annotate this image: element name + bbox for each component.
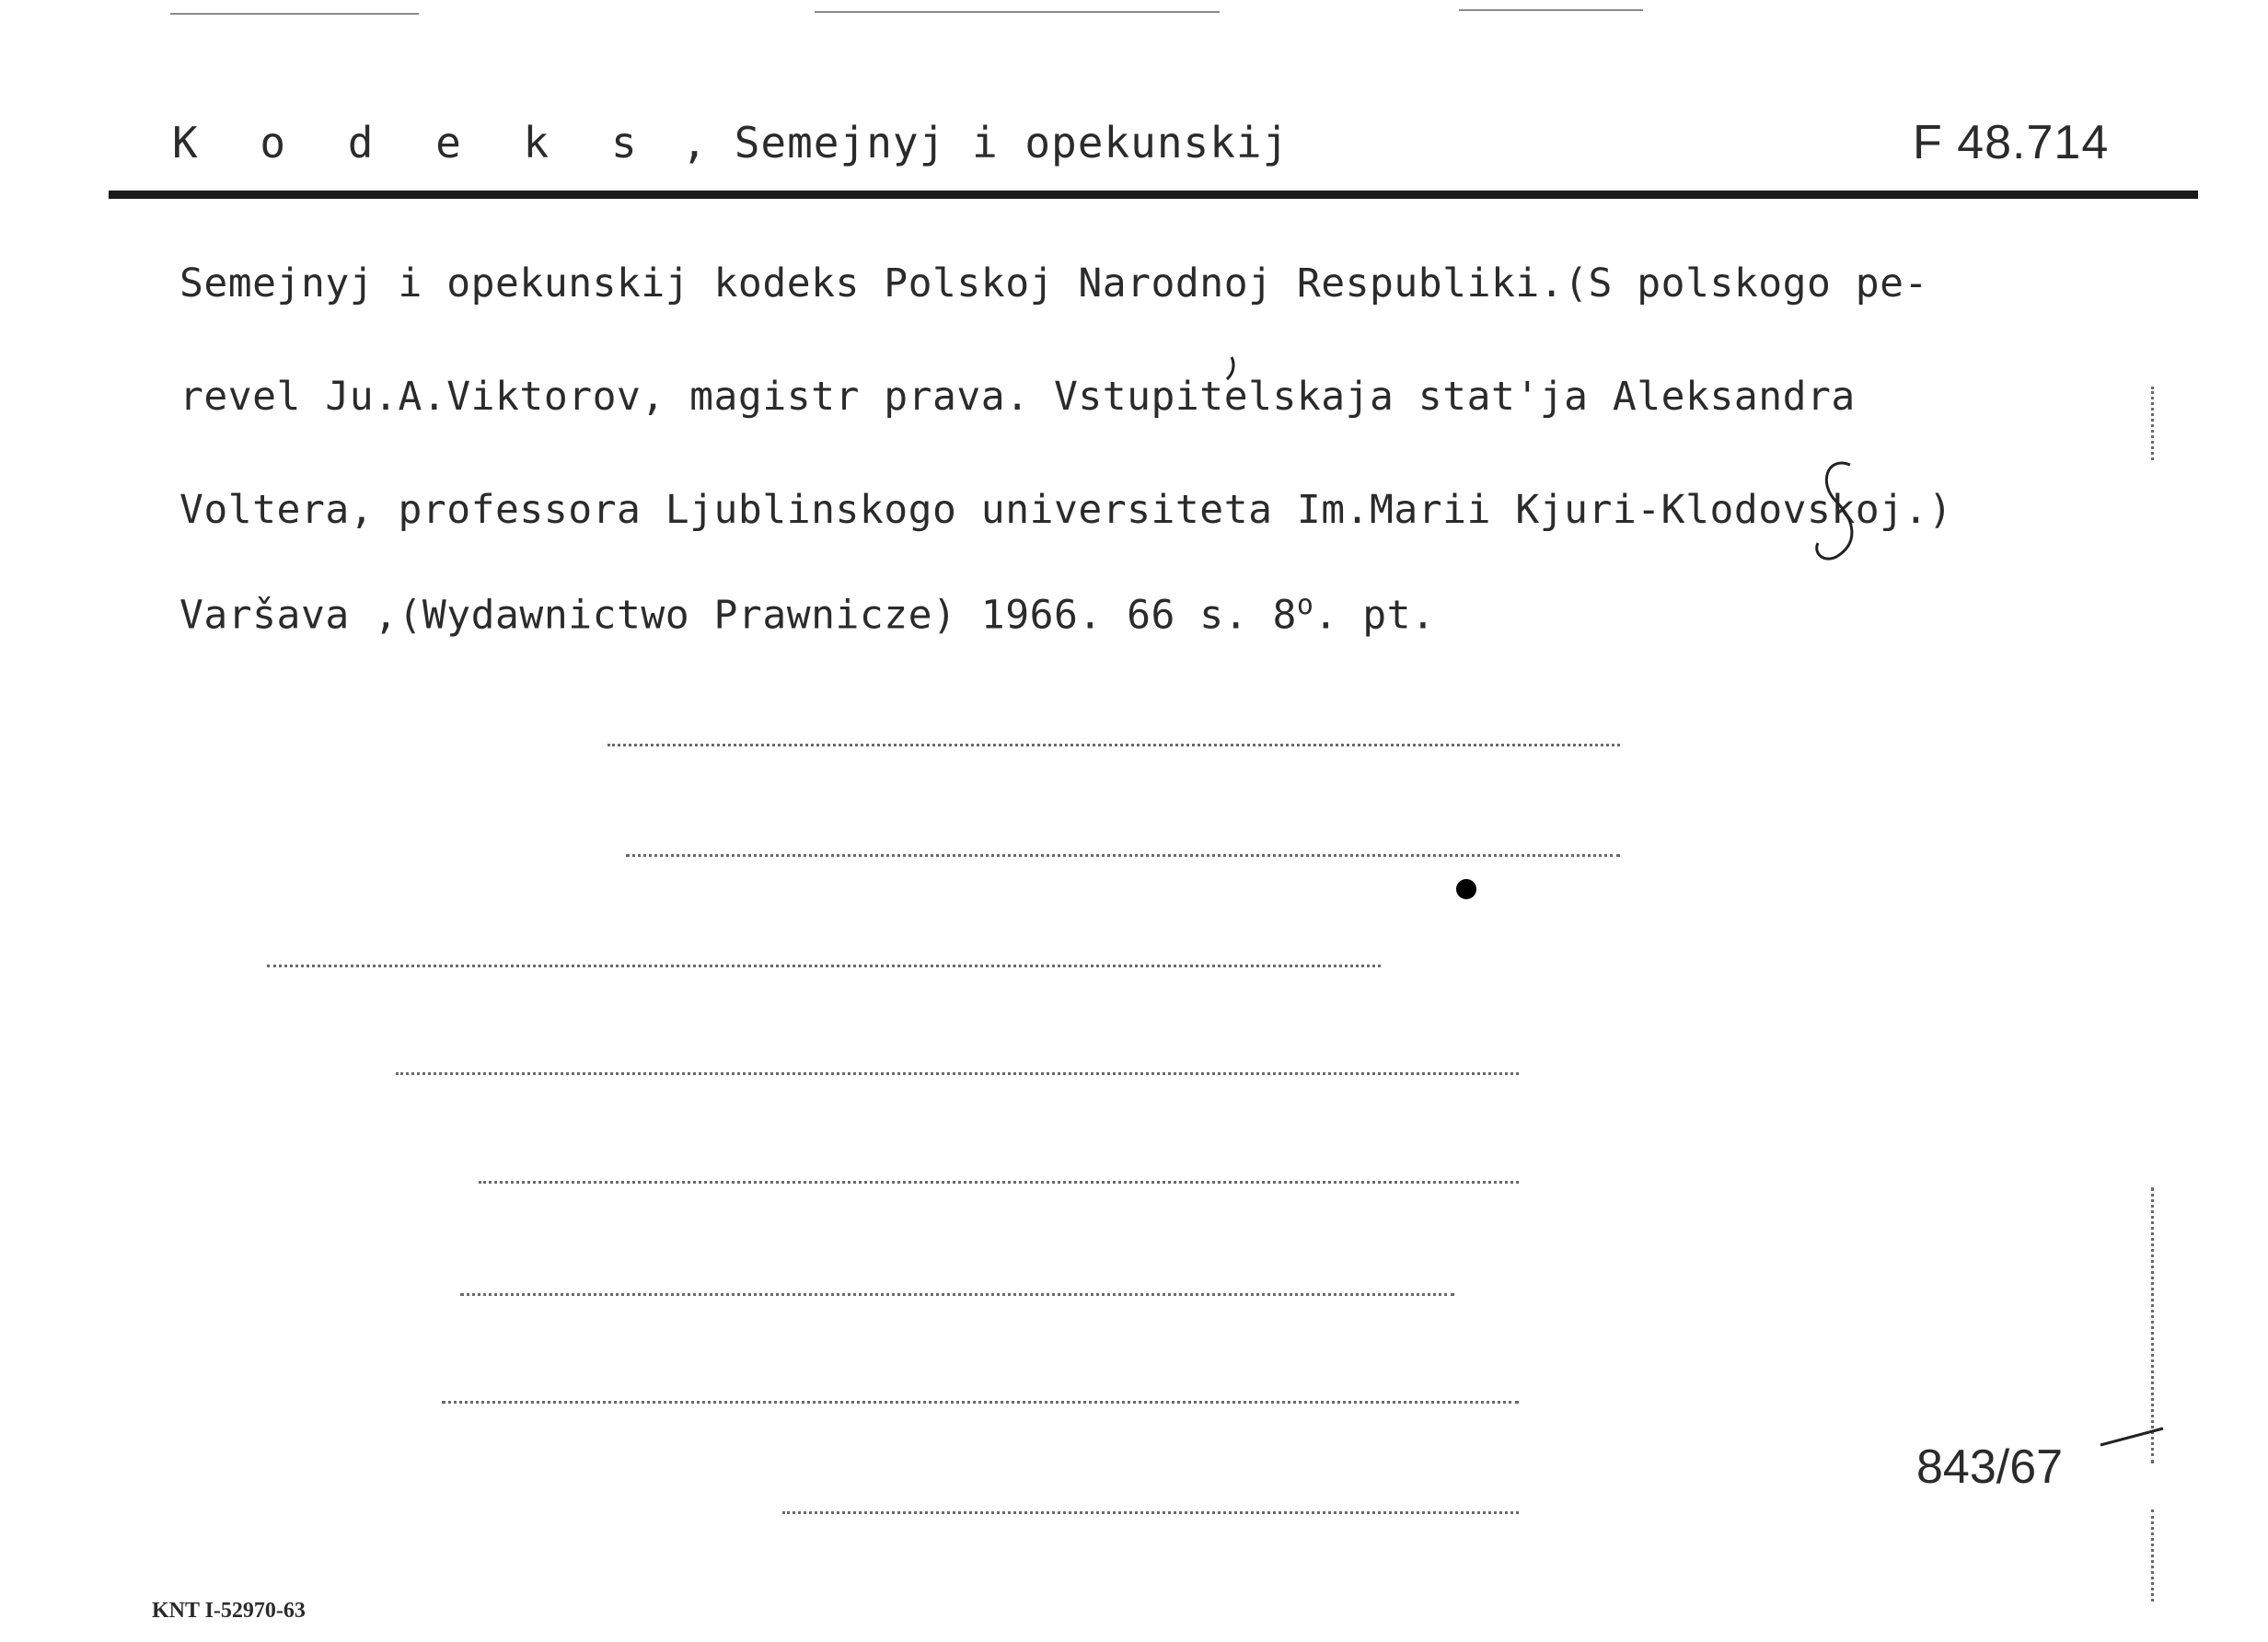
handwritten-s-mark [1817, 463, 1852, 559]
handwritten-apostrophe [1227, 357, 1233, 379]
imprint-suffix: . pt. [1313, 592, 1436, 639]
format-superscript: o [1296, 589, 1314, 621]
description-line-3: Voltera, professora Ljublinskogo universiteta Im.Marii Kjuri-Klodovskoj.) [179, 487, 1953, 533]
accession-underline [2100, 1428, 2163, 1445]
imprint-text: Varšava ,(Wydawnictwo Prawnicze) 1966. 66 s. 8 [179, 592, 1297, 639]
shelf-signature: F 48.714 [1913, 116, 2110, 169]
description-line-1: Semejnyj i opekunskij kodeks Polskoj Narodnoj Respubliki.(S polskogo pe- [179, 260, 1928, 306]
heading-keyword: K o d e k s [172, 118, 655, 168]
accession-number: 843/67 [1916, 1440, 2064, 1494]
description-line-2: revel Ju.A.Viktorov, magistr prava. Vstupitelskaja stat'ja Aleksandra [179, 374, 1856, 420]
card-print-code: KNT I-52970-63 [152, 1599, 306, 1623]
heading-title: , Semejnyj i opekunskij [654, 118, 1290, 168]
